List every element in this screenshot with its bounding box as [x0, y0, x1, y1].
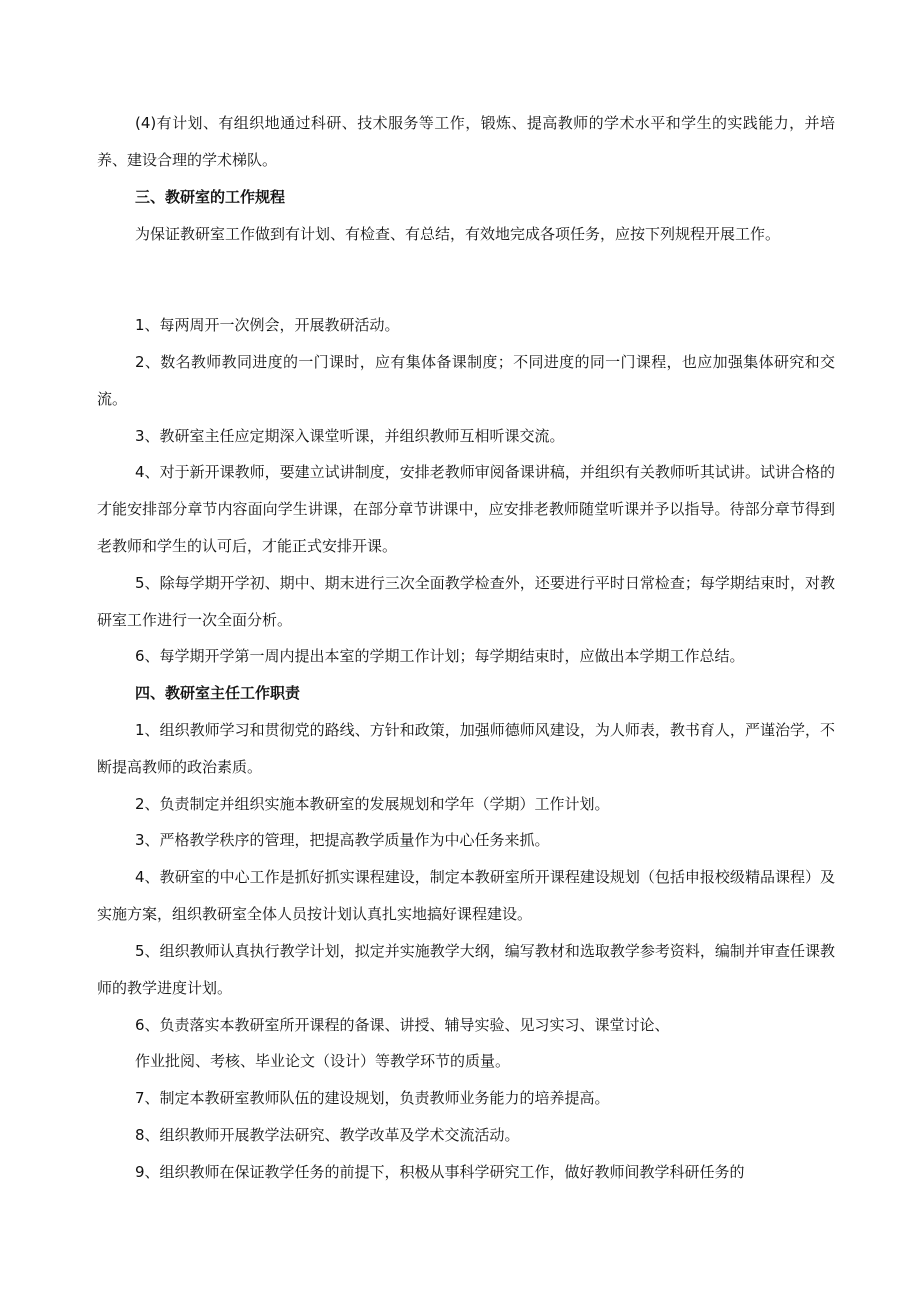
section-3-item-6: 6、每学期开学第一周内提出本室的学期工作计划；每学期结束时，应做出本学期工作总结。 — [135, 647, 745, 665]
paragraph-item-4: (4)有计划、有组织地通过科研、技术服务等工作，锻炼、提高教师的学术水平和学生的实践能力，并培养、建设合理的学术梯队。 — [97, 114, 835, 169]
section-4-heading: 四、教研室主任工作职责 — [135, 684, 301, 702]
section-4-item-6-continued: 作业批阅、考核、毕业论文（设计）等教学环节的质量。 — [135, 1052, 511, 1070]
section-4-item-9: 9、组织教师在保证教学任务的前提下，积极从事科学研究工作，做好教师间教学科研任务的 — [135, 1163, 745, 1181]
section-4-item-3: 3、严格教学秩序的管理，把提高教学质量作为中心任务来抓。 — [135, 831, 550, 849]
section-3-intro: 为保证教研室工作做到有计划、有检查、有总结，有效地完成各项任务，应按下列规程开展工作。 — [135, 225, 781, 243]
section-3-heading: 三、教研室的工作规程 — [135, 188, 286, 206]
section-3-item-1: 1、每两周开一次例会，开展教研活动。 — [135, 316, 400, 334]
section-4-item-4: 4、教研室的中心工作是抓好抓实课程建设，制定本教研室所开课程建设规划（包括申报校级精品课程）及实施方案，组织教研室全体人员按计划认真扎实地搞好课程建设。 — [97, 868, 835, 923]
section-4-item-7: 7、制定本教研室教师队伍的建设规划，负责教师业务能力的培养提高。 — [135, 1089, 610, 1107]
section-4-item-1: 1、组织教师学习和贯彻党的路线、方针和政策，加强师德师风建设，为人师表，教书育人，严谨治学，不断提高教师的政治素质。 — [97, 721, 835, 776]
section-3-item-2: 2、数名教师教同进度的一门课时，应有集体备课制度；不同进度的同一门课程，也应加强集体研究和交流。 — [97, 353, 835, 408]
section-3-item-4: 4、对于新开课教师，要建立试讲制度，安排老教师审阅备课讲稿，并组织有关教师听其试讲。试讲合格的才能安排部分章节内容面向学生讲课，在部分章节讲课中，应安排老教师随堂听课并予以指导。待部分章节得到老教师和学生的认可后，才能正式安排开课。 — [97, 463, 835, 555]
section-4-item-6: 6、负责落实本教研室所开课程的备课、讲授、辅导实验、见习实习、课堂讨论、 — [135, 1016, 670, 1034]
section-3-item-3: 3、教研室主任应定期深入课堂听课，并组织教师互相听课交流。 — [135, 427, 565, 445]
section-4-item-5: 5、组织教师认真执行教学计划，拟定并实施教学大纲，编写教材和选取教学参考资料，编制并审查任课教师的教学进度计划。 — [97, 942, 835, 997]
section-4-item-8: 8、组织教师开展教学法研究、教学改革及学术交流活动。 — [135, 1126, 520, 1144]
section-4-item-2: 2、负责制定并组织实施本教研室的发展规划和学年（学期）工作计划。 — [135, 795, 610, 813]
section-3-item-5: 5、除每学期开学初、期中、期末进行三次全面教学检查外，还要进行平时日常检查；每学期结束时，对教研室工作进行一次全面分析。 — [97, 574, 835, 629]
